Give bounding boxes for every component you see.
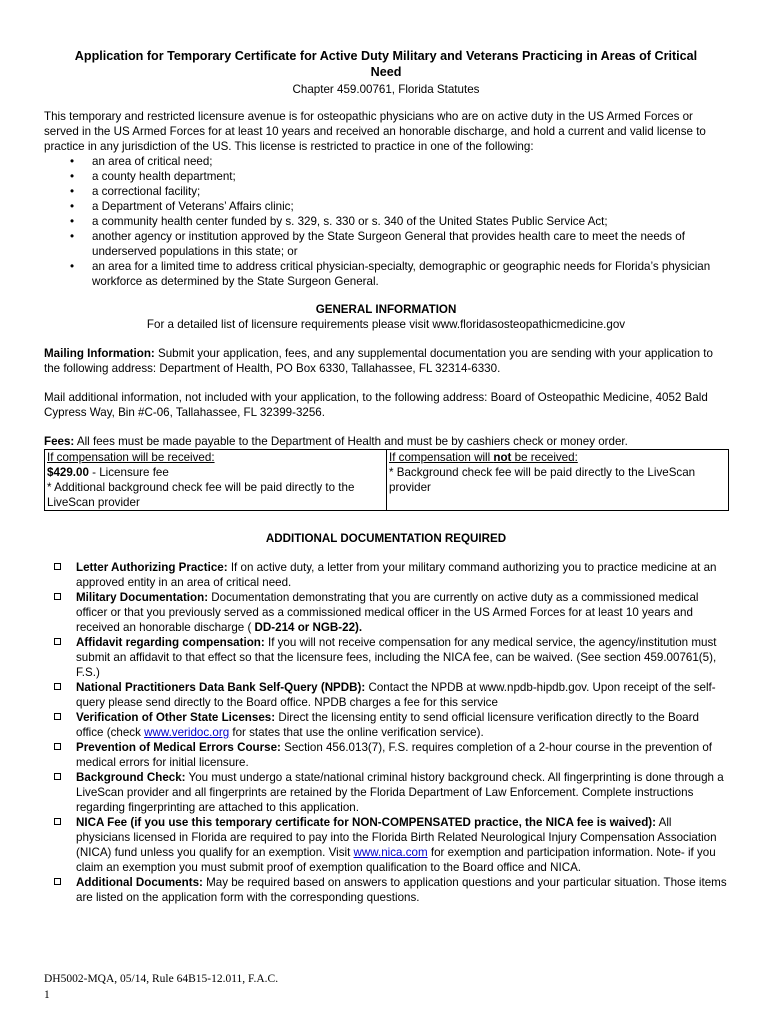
checkbox-icon xyxy=(54,818,61,825)
checkbox-icon xyxy=(54,773,61,780)
mailing-text: Submit your application, fees, and any supplemental documentation you are sending with your application to the following address: Department of Health, PO Box 6330, Tallahassee, FL 32314-6330. xyxy=(44,347,713,375)
list-item: • an area for a limited time to address critical physician-specialty, demographic or geographic needs for Florida’s physician workforce as determined by the State Surgeon General. xyxy=(92,259,728,289)
list-item xyxy=(76,635,728,680)
list-item: • an area of critical need; xyxy=(92,154,728,169)
doc-text: If on active duty, a letter from your military command authorizing you to practice medicine at an approved entity in an area of critical need. xyxy=(76,561,717,589)
veridoc-link[interactable]: www.veridoc.org xyxy=(144,726,230,739)
doc-label: Additional Documents: xyxy=(76,876,203,889)
page-subtitle: Chapter 459.00761, Florida Statutes xyxy=(292,83,480,96)
checkbox-icon xyxy=(54,713,61,720)
doc-bold-tail: DD-214 or NGB-22). xyxy=(254,621,363,634)
checkbox-icon xyxy=(54,683,61,690)
fee-amount: $429.00 xyxy=(47,466,89,479)
doc-text: If you will not receive compensation for any medical service, the agency/institution must submit an affidavit to that effect so that the licensure fees, including the NICA fee, can be waived. (See section 459.00761(5), F.S.) xyxy=(76,636,717,679)
doc-text: All physicians licensed in Florida are required to pay into the Florida Birth Related Neurological Injury Compensation Association (NICA) fund unless you qualify for an exemption. Visit xyxy=(76,816,717,859)
additional-docs-list xyxy=(44,560,728,905)
fee-col2-note: * Background check fee will be paid directly to the LiveScan provider xyxy=(389,466,696,494)
list-item: • a Department of Veterans’ Affairs clinic; xyxy=(92,199,728,214)
fee-col1-amount-line xyxy=(47,465,386,480)
checkbox-icon xyxy=(54,878,61,885)
page-title: Application for Temporary Certificate for Active Duty Military and Veterans Practicing in Areas of Critical Need xyxy=(74,49,698,79)
mailing-info xyxy=(44,346,728,376)
general-info-detail: For a detailed list of licensure requirements please visit www.floridasosteopathicmedicine.gov xyxy=(146,318,626,331)
general-info-heading: GENERAL INFORMATION xyxy=(315,303,457,316)
list-item xyxy=(76,770,728,815)
doc-text: Contact the NPDB at www.npdb-hipdb.gov. Upon receipt of the self-query please send directly to the Board office. NPDB charges a fee for this service xyxy=(76,681,716,709)
list-item xyxy=(76,560,728,590)
doc-label: Affidavit regarding compensation: xyxy=(76,636,265,649)
doc-label: Prevention of Medical Errors Course: xyxy=(76,741,281,754)
fee-col1-note: * Additional background check fee will be paid directly to the LiveScan provider xyxy=(47,481,355,509)
fees-label: Fees: xyxy=(44,435,75,448)
doc-label: NICA Fee (if you use this temporary certificate for NON-COMPENSATED practice, the NICA fee is waived): xyxy=(76,816,657,829)
doc-text-after: for states that use the online verification service). xyxy=(229,726,484,739)
document-page xyxy=(44,48,728,905)
fees-text: All fees must be made payable to the Department of Health and must be by cashiers check or money order. xyxy=(74,435,628,448)
doc-text: Documentation demonstrating that you are currently on active duty as a commissioned medical officer or that you previously served as a commissioned medical officer in the US Armed Forces for at least 10 years and received an honorable discharge ( xyxy=(76,591,699,634)
fee-col2-header xyxy=(389,450,728,465)
doc-label: Background Check: xyxy=(76,771,186,784)
fee-amount-label: - Licensure fee xyxy=(88,466,169,479)
doc-text: You must undergo a state/national criminal history background check. All fingerprinting is done through a LiveScan provider and all fingerprints are retained by the Florida Department of Law Enforcement. Complete instructions regarding fingerprinting are attached to this application. xyxy=(76,771,724,814)
fee-table xyxy=(44,449,729,511)
checkbox-icon xyxy=(54,563,61,570)
list-item: • a correctional facility; xyxy=(92,184,728,199)
fee-col1-header: If compensation will be received: xyxy=(47,451,215,464)
list-item xyxy=(76,875,728,905)
doc-label: National Practitioners Data Bank Self-Query (NPDB): xyxy=(76,681,366,694)
doc-text-after: for exemption and participation information. Note- if you claim an exemption you must submit proof of exemption qualification to the Board office and NICA. xyxy=(76,846,716,874)
doc-text: Direct the licensing entity to send official licensure verification directly to the Board office (check xyxy=(76,711,699,739)
fee-cell-noncompensated xyxy=(387,450,729,511)
fee-col2-header-post: be received: xyxy=(511,451,578,464)
doc-text: May be required based on answers to application questions and your particular situation. Those items are listed on the application form with the corresponding questions. xyxy=(76,876,727,904)
doc-label: Military Documentation: xyxy=(76,591,209,604)
additional-docs-heading: ADDITIONAL DOCUMENTATION REQUIRED xyxy=(265,532,507,545)
additional-mail-info: Mail additional information, not included with your application, to the following address: Board of Osteopathic Medicine, 4052 Bald Cypress Way, Bin #C-06, Tallahassee, FL 32399-3256. xyxy=(44,391,708,419)
list-item: • another agency or institution approved by the State Surgeon General that provides health care to meet the needs of underserved populations in this state; or xyxy=(92,229,728,259)
list-item: • a community health center funded by s. 329, s. 330 or s. 340 of the United States Public Service Act; xyxy=(92,214,728,229)
checkbox-icon xyxy=(54,638,61,645)
doc-label: Letter Authorizing Practice: xyxy=(76,561,228,574)
mailing-label: Mailing Information: xyxy=(44,347,155,360)
doc-text: Section 456.013(7), F.S. requires completion of a 2-hour course in the prevention of medical errors for initial licensure. xyxy=(76,741,713,769)
checkbox-icon xyxy=(54,743,61,750)
list-item: • a county health department; xyxy=(92,169,728,184)
intro-paragraph: This temporary and restricted licensure avenue is for osteopathic physicians who are on active duty in the US Armed Forces or served in the US Armed Forces for at least 10 years and received an honorable discharge, and hold a current and valid license to practice in any jurisdiction of the US. This license is restricted to practice in one of the following: xyxy=(44,110,706,153)
page-number: 1 xyxy=(44,989,50,1001)
doc-label: Verification of Other State Licenses: xyxy=(76,711,276,724)
list-item xyxy=(76,710,728,740)
list-item xyxy=(76,680,728,710)
list-item xyxy=(76,815,728,875)
fee-cell-compensated xyxy=(45,450,387,511)
fee-col2-header-pre: If compensation will xyxy=(389,451,494,464)
list-item xyxy=(76,740,728,770)
checkbox-icon xyxy=(54,593,61,600)
fee-col2-header-not: not xyxy=(493,451,512,464)
form-footer: DH5002-MQA, 05/14, Rule 64B15-12.011, F.A.C. xyxy=(44,973,279,985)
fees-info xyxy=(44,434,728,449)
nica-link[interactable]: www.nica.com xyxy=(353,846,428,859)
list-item xyxy=(76,590,728,635)
practice-areas-list xyxy=(44,154,728,289)
